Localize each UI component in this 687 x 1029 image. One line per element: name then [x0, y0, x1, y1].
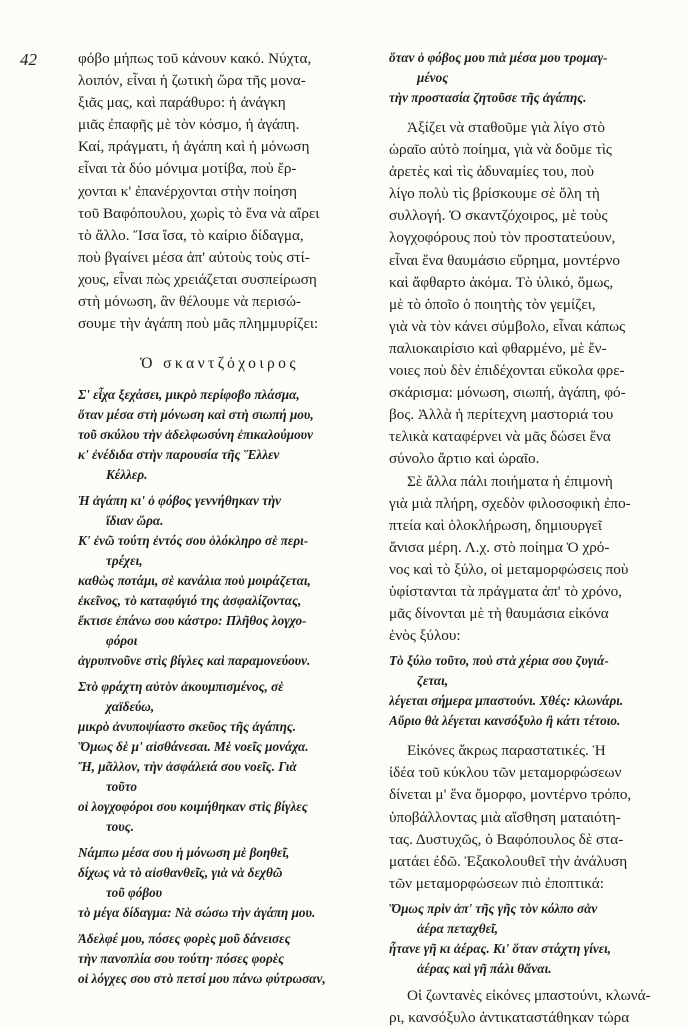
text-line: ματάει ἐδῶ. Ἐξακολουθεῖ τὴν ἀνάλυση [389, 852, 628, 870]
text-line: φόβο μήπως τοῦ κάνουν κακό. Νύχτα, [78, 50, 312, 67]
text-line: ὑποβάλλοντας μιὰ αἴσθηση ματαιότη- [389, 808, 621, 826]
text-line: ἄνισα μέρη. Λ.χ. στὸ ποίημα Ὁ χρό- [389, 538, 610, 556]
text-line: χους, εἶναι πὼς χρειάζεται συσπείρωση [78, 270, 317, 288]
verse-line: ἐκεῖνος, τὸ καταφύγιό της ἀσφαλίζοντας, [78, 593, 302, 609]
verse-line: τοῦτο [106, 779, 137, 795]
text-line: τὸ ἄλλο. Ἴσα ἴσα, τὸ καίριο δίδαγμα, [78, 226, 304, 244]
verse-line: οἱ λόγχες σου στὸ πετσί μου πάνω φύτρωσαν, [78, 971, 326, 987]
poem-stanza-3 [78, 677, 361, 837]
text-line: βος. Ἀλλὰ ἡ περίτεχνη μαστοριά του [389, 406, 614, 424]
text-line: ἰδέα τοῦ κύκλου τῶν μεταμορφώσεων [389, 764, 622, 782]
left-column [78, 48, 361, 995]
text-line: Σὲ ἄλλα πάλι ποιήματα ἡ ἐπιμονὴ [407, 472, 613, 490]
intro-paragraph [78, 48, 361, 335]
verse-line: Ἀδελφέ μου, πόσες φορὲς μοῦ δάνεισες [78, 931, 291, 947]
text-line: μιᾶς ἐπαφῆς μὲ τὸν κόσμο, ἡ ἀγάπη. [78, 116, 300, 134]
verse-line: δίχως νὰ τὸ αἰσθανθεῖς, γιὰ νὰ δεχθῶ [78, 865, 283, 881]
verse-line: κ' ἐνέδιδα στὴν παρουσία τῆς Ἕλλεν [78, 447, 280, 463]
verse-line: τρέχει, [106, 553, 143, 569]
text-line: Εἰκόνες ἄκρως παραστατικές. Ἡ [407, 742, 606, 760]
text-line: Καί, πράγματι, ἡ ἀγάπη καὶ ἡ μόνωση [78, 138, 310, 156]
text-line: ἑνὸς ξύλου: [389, 627, 461, 645]
commentary-paragraph-3 [389, 740, 670, 895]
verse-line: Ἤ, μᾶλλον, τὴν ἀσφάλειά σου νοεῖς. Γιὰ [78, 759, 297, 775]
text-line: δίνεται μ' ἕνα ὄμορφο, μοντέρνο τρόπο, [389, 786, 632, 804]
text-line: στὴ μόνωση, ἂν θέλουμε νὰ περισώ- [78, 293, 301, 311]
verse-line: οἱ λογχοφόροι σου κοιμήθηκαν στὶς βίγλες [78, 799, 308, 815]
verse-line: Σ' εἶχα ξεχάσει, μικρὸ περίφοβο πλάσμα, [78, 387, 300, 403]
poem-stanza-1 [78, 385, 361, 485]
text-line: ὡραῖο αὐτὸ ποίημα, γιὰ νὰ δοῦμε τὶς [389, 141, 612, 159]
page-number: 42 [20, 50, 37, 69]
text-line: Ἀξίζει νὰ σταθοῦμε γιὰ λίγο στὸ [407, 119, 605, 136]
verse-line: ἦτανε γῆ κι ἀέρας. Κι' ὅταν στάχτη γίνει, [389, 940, 612, 956]
verse-line: Τὸ ξύλο τοῦτο, ποὺ στὰ χέρια σου ζυγιά- [389, 653, 609, 669]
verse-line: λέγεται σήμερα μπαστούνι. Χθές: κλωνάρι. [389, 693, 624, 709]
poem-stanza-4 [78, 843, 361, 923]
poem-stanza-2 [78, 491, 361, 671]
poem-title: Ὁ σκαντζόχοιρος [140, 355, 299, 373]
text-line: γιὰ μιὰ πλήρη, σχεδὸν φιλοσοφικὴ ἐπο- [389, 494, 631, 512]
text-line: σκάρισμα: μόνωση, σιωπή, ἀγάπη, φό- [389, 384, 626, 402]
text-line: παλιοκαιρίσιο καὶ φθαρμένο, μὲ ἔν- [389, 339, 607, 357]
text-line: τας. Δυστυχῶς, ὁ Βαφόπουλος δὲ στα- [389, 830, 624, 848]
text-line: ποὺ βγαίνει μέσα ἀπ' αὐτοὺς τοὺς στί- [78, 248, 310, 266]
verse-line: τους. [106, 819, 134, 835]
verse-line: τοῦ σκύλου τὴν ἀδελφωσύνη ἐπικαλούμουν [78, 427, 313, 443]
commentary-paragraph-1 [389, 117, 670, 471]
quoted-verse-1 [389, 651, 670, 731]
text-line: ὑφίστανται τὰ πράγματα ἀπ' τὸ χρόνο, [389, 582, 622, 600]
text-line: λίγο πολὺ τὶς βρίσκουμε σὲ ὅλη τὴ [389, 185, 600, 203]
verse-line: ὅταν μέσα στὴ μόνωση καὶ στὴ σιωπή μου, [78, 407, 314, 423]
text-line: λοιπόν, εἶναι ἡ ζωτικὴ ὥρα τῆς μονα- [78, 72, 306, 90]
text-line: νος καὶ τὸ ξύλο, οἱ μεταμορφώσεις ποὺ [389, 560, 629, 578]
text-line: πτεία καὶ ὁλοκλήρωση, δημιουργεῖ [389, 516, 602, 534]
verse-line: μικρὸ ἀνυποψίαστο σκεῦος τῆς ἀγάπης. [78, 719, 297, 735]
verse-line: τὸ μέγα δίδαγμα: Νὰ σώσω τὴν ἀγάπη μου. [78, 905, 316, 921]
commentary-paragraph-2 [389, 471, 670, 648]
text-line: καὶ ἄφθαρτο ἀκόμα. Τὸ ὑλικό, ὅμως, [389, 273, 614, 291]
poem-stanza-5 [78, 929, 361, 989]
verse-line: τοῦ φόβου [106, 885, 163, 901]
verse-line: Αὔριο θὰ λέγεται κανσόξυλο ἢ κάτι τέτοιο. [389, 713, 621, 729]
verse-line: ζεται, [417, 673, 449, 689]
verse-line: Ὅμως δὲ μ' αἰσθάνεσαι. Μὲ νοεῖς μονάχα. [78, 739, 309, 755]
text-line: εἶναι τὰ δύο μόνιμα μοτίβα, ποὺ ἔρ- [78, 160, 297, 178]
quoted-verse-2 [389, 899, 670, 979]
verse-line: ἴδιαν ὥρα. [106, 513, 164, 529]
verse-line: Ὅμως πρὶν ἀπ' τῆς γῆς τὸν κόλπο σὰν [389, 900, 598, 916]
verse-line: Ἡ ἀγάπη κι' ὁ φόβος γεννήθηκαν τὴν [78, 493, 282, 509]
text-line: τελικὰ καταφέρνει νὰ μᾶς δώσει ἕνα [389, 428, 611, 446]
text-line: σουμε τὴν ἀγάπη ποὺ μᾶς πλημμυρίζει: [78, 315, 319, 333]
verse-line: ἀέρα πεταχθεῖ, [417, 920, 499, 936]
verse-line: μένος [417, 70, 449, 85]
text-line: ρι, κανσόξυλο ἀντικαταστάθηκαν τώρα [389, 1009, 630, 1026]
verse-line: καθὼς ποτάμι, σὲ κανάλια ποὺ μοιράζεται, [78, 573, 311, 589]
verse-line: χαϊδεύω, [106, 699, 155, 715]
verse-line: Κ' ἐνῶ τούτη ἐντός σου ὁλόκληρο σὲ περι- [78, 533, 309, 549]
text-line: τοῦ Βαφόπουλου, χωρὶς τὸ ἕνα νὰ αἴρει [78, 204, 320, 222]
text-line: συλλογή. Ὁ σκαντζόχοιρος, μὲ τοὺς [389, 207, 608, 225]
text-line: μᾶς δίνονται μὲ τὴ θαυμάσια εἰκόνα [389, 605, 609, 623]
verse-line: ὅταν ὁ φόβος μου πιὰ μέσα μου τρομαγ- [389, 50, 608, 65]
text-line: νοιες ποὺ δὲν ἐπιδέχονται εὔκολα φρε- [389, 362, 625, 380]
text-line: χονται κ' ἐπανέρχονται στὴν ποίηση [78, 182, 297, 200]
poem-stanza-continued [389, 48, 670, 108]
text-line: ἀρετὲς καὶ τὶς ἀδυναμίες του, ποὺ [389, 163, 595, 181]
verse-line: ἀγρυπνοῦνε στὶς βίγλες καὶ παραμονεύουν. [78, 653, 311, 669]
verse-line: Νάμπω μέσα σου ἡ μόνωση μὲ βοηθεῖ, [78, 845, 290, 861]
text-line: λογχοφόρους ποὺ τὸν προστατεύουν, [389, 229, 616, 247]
text-line: ξιᾶς μας, καὶ παράθυρο: ἡ ἀνάγκη [78, 94, 286, 112]
verse-line: τὴν πανοπλία σου τούτη· πόσες φορὲς [78, 951, 285, 967]
verse-line: ἀέρας καὶ γῆ πάλι θἄναι. [417, 960, 552, 976]
commentary-paragraph-4 [389, 985, 670, 1029]
text-line: Οἱ ζωντανὲς εἰκόνες μπαστούνι, κλωνά- [407, 986, 651, 1004]
verse-line: φόροι [106, 633, 138, 649]
text-line: τῶν μεταμορφώσεων πιὸ ἐποπτικά: [389, 874, 604, 892]
text-line: σύνολο ἄρτιο καὶ ὡραῖο. [389, 450, 540, 468]
verse-line: ἔκτισε ἐπάνω σου κάστρο: Πλῆθος λογχο- [78, 613, 307, 629]
text-line: εἶναι ἕνα θαυμάσιο εὕρημα, μοντέρνο [389, 251, 620, 269]
text-line: μὲ τὸ ὁποῖο ὁ ποιητὴς τὸν γεμίζει, [389, 295, 596, 313]
verse-line: τὴν προστασία ζητοῦσε τῆς ἀγάπης. [389, 90, 587, 105]
verse-line: Στὸ φράχτη αὐτὸν ἀκουμπισμένος, σὲ [78, 679, 284, 695]
right-column [389, 48, 670, 1029]
text-line: γιὰ νὰ τὸν κάνει σύμβολο, εἶναι κάπως [389, 317, 626, 335]
verse-line: Κέλλερ. [106, 467, 148, 483]
